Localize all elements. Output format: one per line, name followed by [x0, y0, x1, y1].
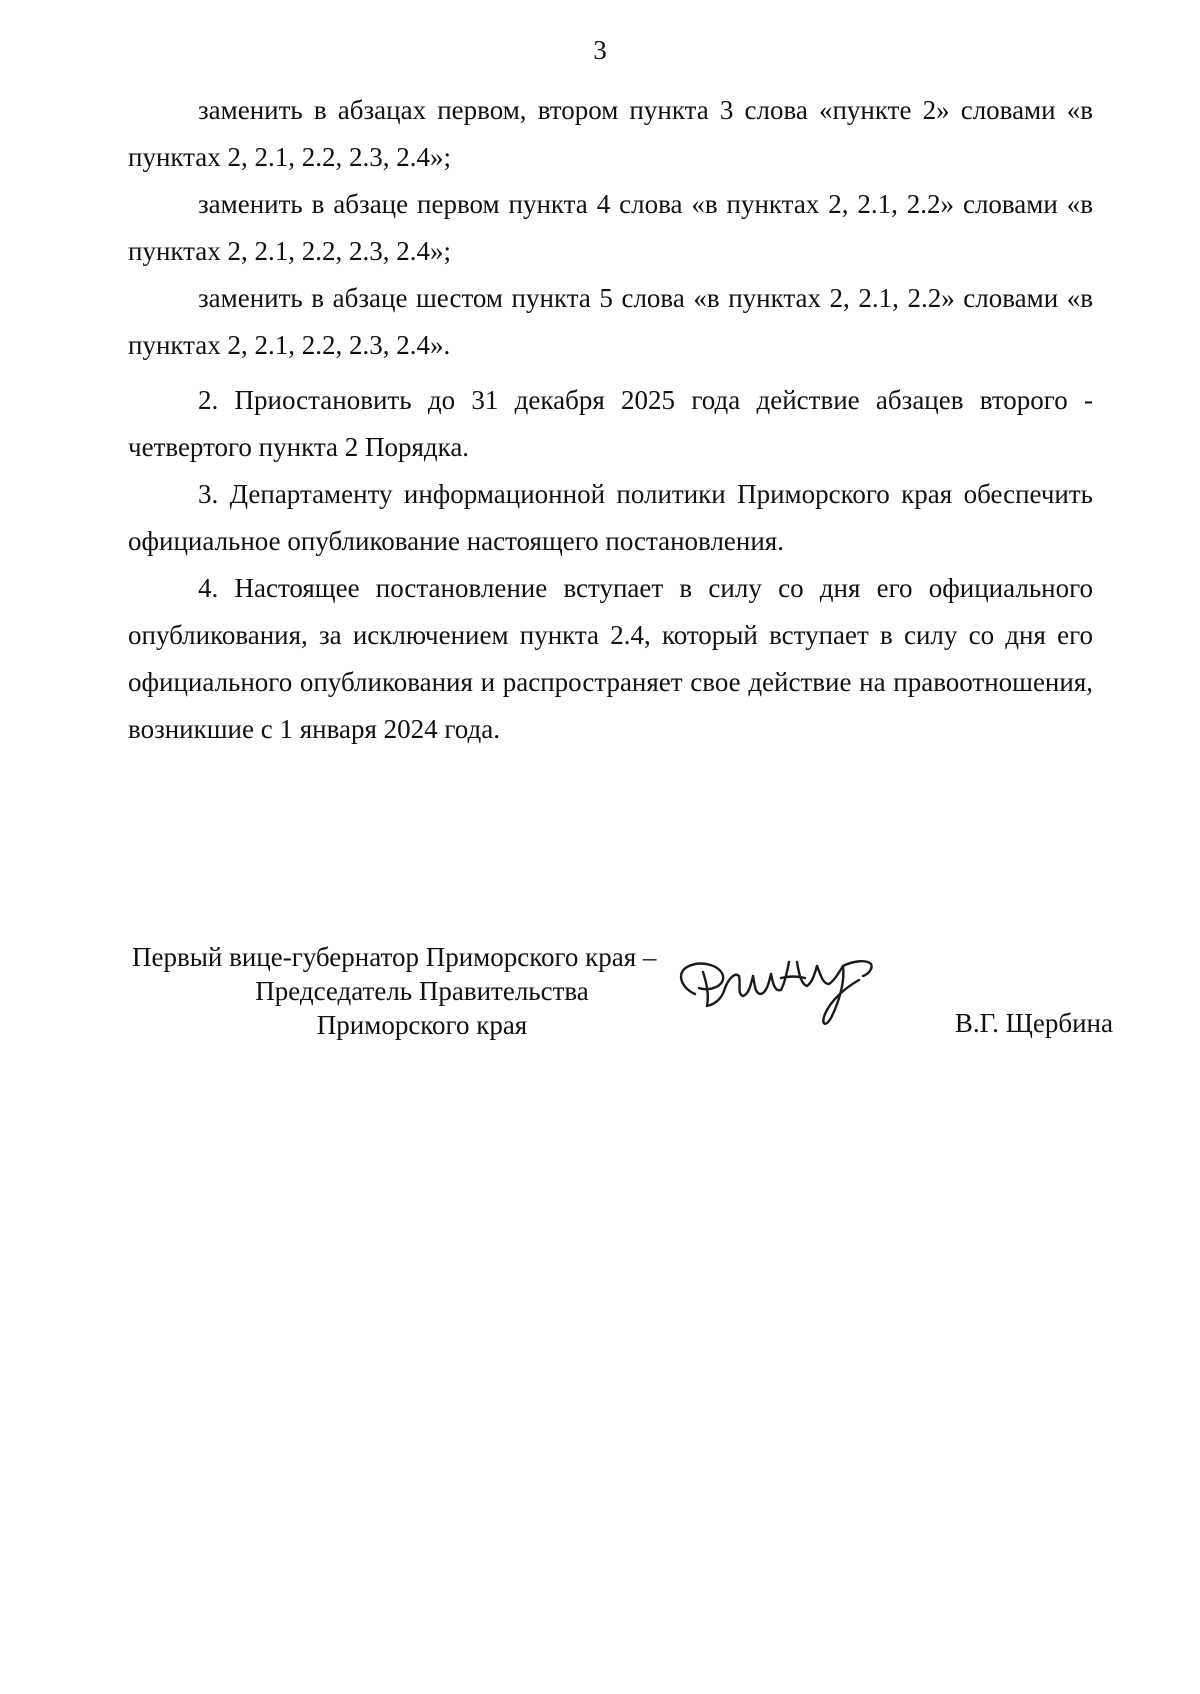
signatory-position-line: Первый вице-губернатор Приморского края –: [132, 942, 657, 972]
paragraph-publication: 3. Департаменту информационной политики Приморского края обеспечить официальное опубликование настоящего постановления.: [128, 479, 1093, 556]
signatory-position-line: Председатель Правительства: [255, 976, 589, 1006]
document-body: [128, 87, 1093, 753]
paragraph-amend-item-4: заменить в абзаце первом пункта 4 слова «в пунктах 2, 2.1, 2.2» словами «в пунктах 2, 2.1, 2.2, 2.3, 2.4»;: [128, 189, 1093, 266]
page-number: 3: [593, 35, 607, 65]
signature-block: [128, 940, 1113, 1080]
handwritten-signature: [663, 932, 913, 1052]
signatory-position-line: Приморского края: [316, 1010, 528, 1040]
paragraph-amend-item-3: заменить в абзацах первом, втором пункта 3 слова «пункте 2» словами «в пунктах 2, 2.1, 2.2, 2.3, 2.4»;: [128, 95, 1093, 172]
paragraph-amend-item-5: заменить в абзаце шестом пункта 5 слова «в пунктах 2, 2.1, 2.2» словами «в пунктах 2, 2.1, 2.2, 2.3, 2.4».: [128, 283, 1093, 360]
paragraph-suspend: 2. Приостановить до 31 декабря 2025 года действие абзацев второго - четвертого пункта 2 Порядка.: [128, 385, 1093, 462]
signatory-name: В.Г. Щербина: [954, 1008, 1113, 1038]
paragraph-entry-into-force: 4. Настоящее постановление вступает в силу со дня его официального опубликования, за исключением пункта 2.4, который вступает в силу со дня его официального опубликования и распространяет свое действие на правоотношения, возникшие с 1 января 2024 года.: [128, 573, 1093, 744]
signatory-position: [132, 940, 712, 1042]
